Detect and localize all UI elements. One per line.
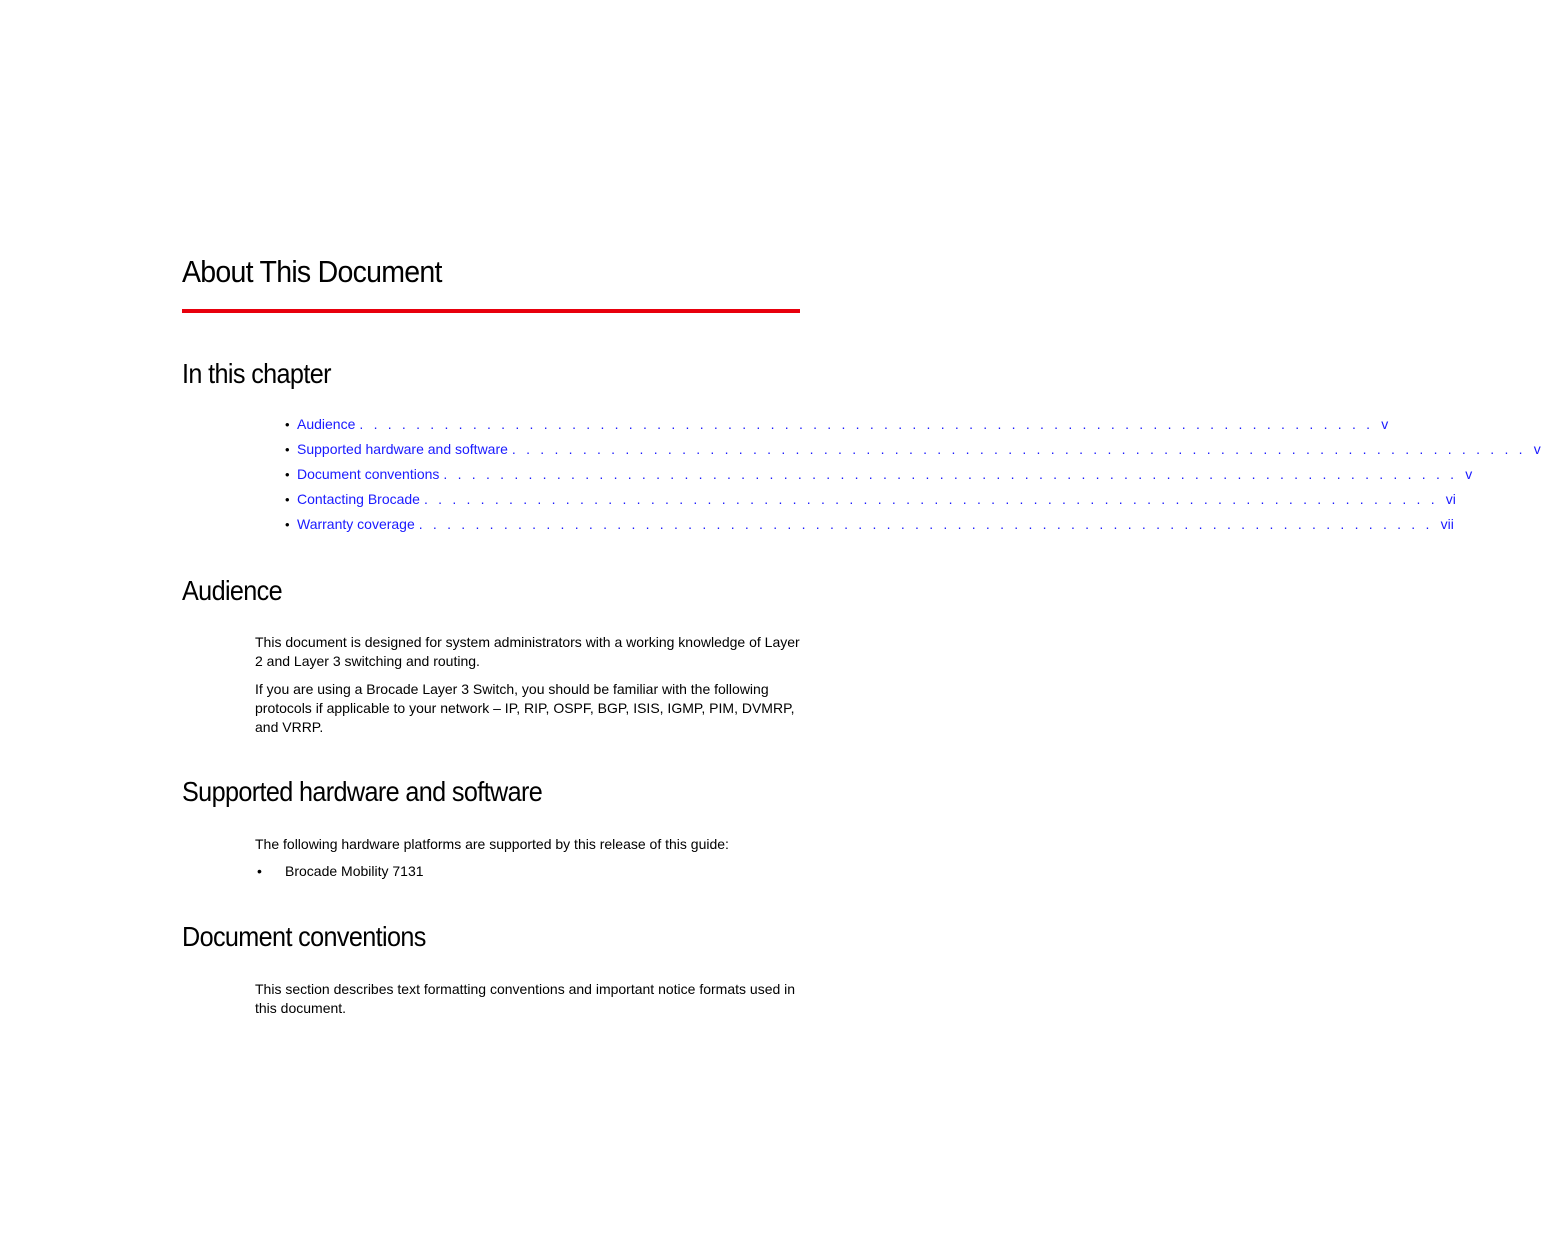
chapter-toc (285, 416, 1541, 541)
audience-paragraph-2: If you are using a Brocade Layer 3 Switch, you should be familiar with the following protocols if applicable to your network – IP, RIP, OSPF, BGP, ISIS, IGMP, PIM, DVMRP, and VRRP. (255, 681, 795, 735)
toc-leader-dots: . . . . . . . . . . . . . . . . . . . . . . . . . . . . . . . . . . . . . . . . . . . . . . . . . . . . . . . . . . . . . . . . . . . . . . . . (359, 416, 1374, 432)
toc-item-warranty-coverage[interactable] (285, 516, 1454, 541)
toc-page-number[interactable]: vii (1440, 516, 1454, 532)
document-conventions-heading: Document conventions (182, 921, 426, 952)
bullet-icon: • (285, 442, 290, 457)
toc-item-document-conventions[interactable] (285, 466, 1473, 491)
supported-hardware-heading: Supported hardware and software (182, 776, 543, 807)
document-conventions-intro: This section describes text formatting conventions and important notice formats used in this document. (255, 981, 796, 1016)
platform-name: Brocade Mobility 7131 (285, 863, 424, 879)
toc-item-supported-hardware[interactable] (285, 441, 1541, 466)
toc-link[interactable]: Document conventions (297, 466, 440, 482)
toc-item-audience[interactable] (285, 416, 1389, 441)
toc-leader-dots: . . . . . . . . . . . . . . . . . . . . . . . . . . . . . . . . . . . . . . . . . . . . . . . . . . . . . . . . . . . . . . . . . . . . . . . . (443, 466, 1458, 482)
toc-leader-dots: . . . . . . . . . . . . . . . . . . . . . . . . . . . . . . . . . . . . . . . . . . . . . . . . . . . . . . . . . . . . . . . . . . . . . . . . (511, 441, 1526, 457)
toc-page-number[interactable]: v (1465, 466, 1473, 482)
bullet-icon: • (285, 467, 290, 482)
toc-leader-dots: . . . . . . . . . . . . . . . . . . . . . . . . . . . . . . . . . . . . . . . . . . . . . . . . . . . . . . . . . . . . . . . . . . . . . . . . (418, 516, 1433, 532)
bullet-icon: • (285, 517, 290, 532)
toc-leader-dots: . . . . . . . . . . . . . . . . . . . . . . . . . . . . . . . . . . . . . . . . . . . . . . . . . . . . . . . . . . . . . . . . . . . . . . . . (423, 491, 1438, 507)
in-this-chapter-heading: In this chapter (182, 358, 331, 389)
bullet-icon: • (257, 863, 262, 879)
toc-link[interactable]: Warranty coverage (297, 516, 415, 532)
chapter-title: About This Document (182, 254, 442, 289)
chapter-title-rule (182, 309, 800, 313)
toc-link[interactable]: Contacting Brocade (297, 491, 420, 507)
list-item (255, 862, 424, 881)
supported-platform-list (255, 862, 424, 881)
toc-page-number[interactable]: v (1533, 441, 1541, 457)
toc-link[interactable]: Audience (297, 416, 356, 432)
audience-paragraph-1: This document is designed for system administrators with a working knowledge of Layer 2 and Layer 3 switching and routing. (255, 634, 800, 669)
toc-page-number[interactable]: v (1381, 416, 1389, 432)
bullet-icon: • (285, 417, 290, 432)
supported-hardware-intro: The following hardware platforms are supported by this release of this guide: (255, 836, 729, 852)
toc-link[interactable]: Supported hardware and software (297, 441, 508, 457)
bullet-icon: • (285, 492, 290, 507)
toc-item-contacting-brocade[interactable] (285, 491, 1456, 516)
audience-heading: Audience (182, 575, 283, 606)
toc-page-number[interactable]: vi (1445, 491, 1456, 507)
